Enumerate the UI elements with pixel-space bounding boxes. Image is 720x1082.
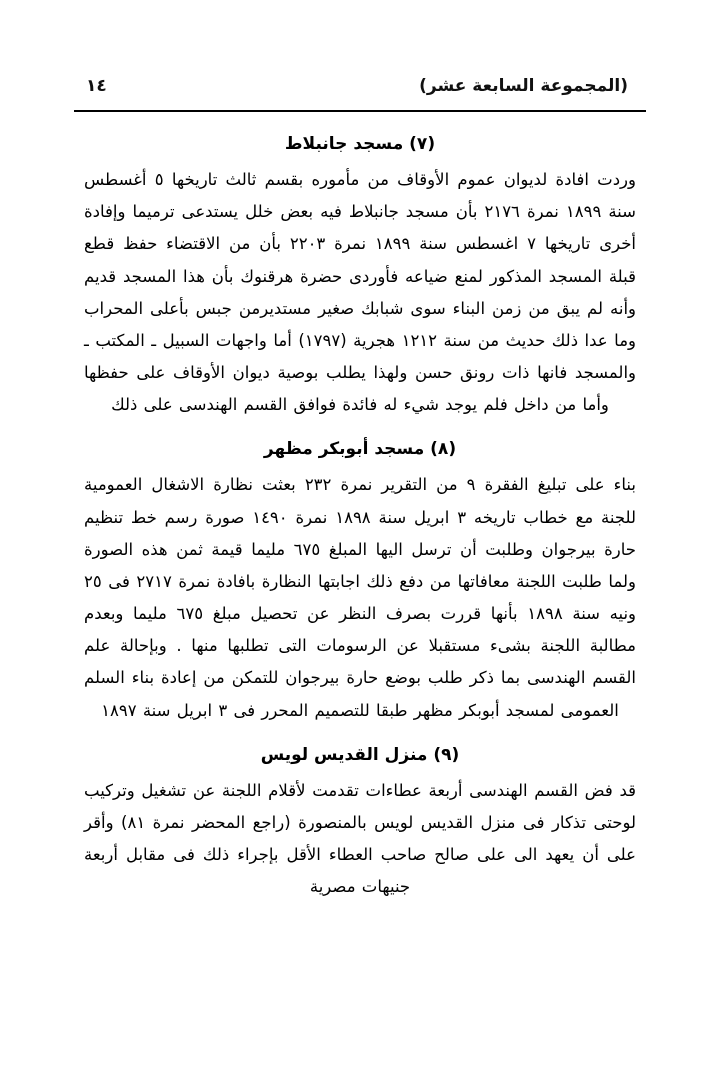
- page-header: [70, 76, 650, 96]
- section-7-paragraph: وردت افادة لديوان عموم الأوقاف من مأموره بقسم ثالث تاريخها ٥ أغسطس سنة ١٨٩٩ نمرة ٢١٧٦ بأن مسجد جانبلاط فيه بعض خلل يستدعى ترميما وإفادة أخرى تاريخها ٧ اغسطس سنة ١٨٩٩ نمرة ٢٢٠٣ بأن من الاقتضاء حفظ قطع قبلة المسجد المذكور لمنع ضياعه فأوردى حضرة هرقنوك بأن هذا المسجد قديم وأنه لم يبق من زمن البناء سوى شبابك صغير مستديرمن جبس بأعلى المحراب وما عدا ذلك حديث من سنة ١٢١٢ هجرية (١٧٩٧) أما واجهات السبيل ـ المكتب ـ والمسجد فانها ذات رونق حسن ولهذا يطلب بوصية ديوان الأوقاف على حفظها وأما من داخل فلم يوجد شيء له فائدة فوافق القسم الهندسى على ذلك: [84, 170, 637, 415]
- section-8-heading: (٨) مسجد أبوبكر مظهر: [263, 439, 457, 460]
- section-9-heading: (٩) منزل القدیس لویس: [260, 744, 460, 765]
- page-number: ١٤: [86, 76, 107, 96]
- section-7: [84, 134, 636, 421]
- section-9: [84, 745, 636, 904]
- section-8-paragraph: بناء على تبليغ الفقرة ٩ من التقرير نمرة ٢٣٢ بعثت نظارة الاشغال العمومية للجنة مع خطاب تاريخه ٣ ابريل سنة ١٨٩٨ نمرة ١٤٩٠ صورة رسم خط تنظيم حارة بيرجوان وطلبت أن ترسل اليها المبلغ ٦٧٥ مليما قيمة ثمن هذه الصورة ولما طلبت اللجنة معافاتها من دفع ذلك اجابتها النظارة بافادة نمرة ٢٧١٧ فى ٢٥ ونيه سنة ١٨٩٨ بأنها قررت بصرف النظر عن تحصيل مبلغ ٦٧٥ مليما وبعدم مطالبة اللجنة بشىء مستقبلا عن الرسومات التى تطلبها منها . وبإحالة علم القسم الهندسى بما ذكر طلب بوضع حارة بيرجوان للتمكن من إعادة بناء السلم العمومى لمسجد أبوبكر مظهر طبقا للتصميم المحرر فى ٣ ابريل سنة ١٨٩٧: [84, 475, 637, 720]
- header-title: (المجموعة السابعة عشر): [419, 76, 628, 96]
- section-7-heading: (٧) مسجد جانبلاط: [284, 134, 436, 154]
- page-body: [70, 134, 650, 903]
- section-9-paragraph: قد فض القسم الهندسى أربعة عطاءات تقدمت لأقلام اللجنة عن تشغيل وتركيب لوحتى تذكار فى منزل القديس لويس بالمنصورة (راجع المحضر نمرة ٨١) وأقر على أن يعهد الى على صالح صاحب العطاء الأقل بإجراء ذلك فى مقابل أربعة جنيهات مصرية: [84, 780, 637, 897]
- header-divider: [74, 110, 646, 112]
- section-8: [84, 439, 636, 726]
